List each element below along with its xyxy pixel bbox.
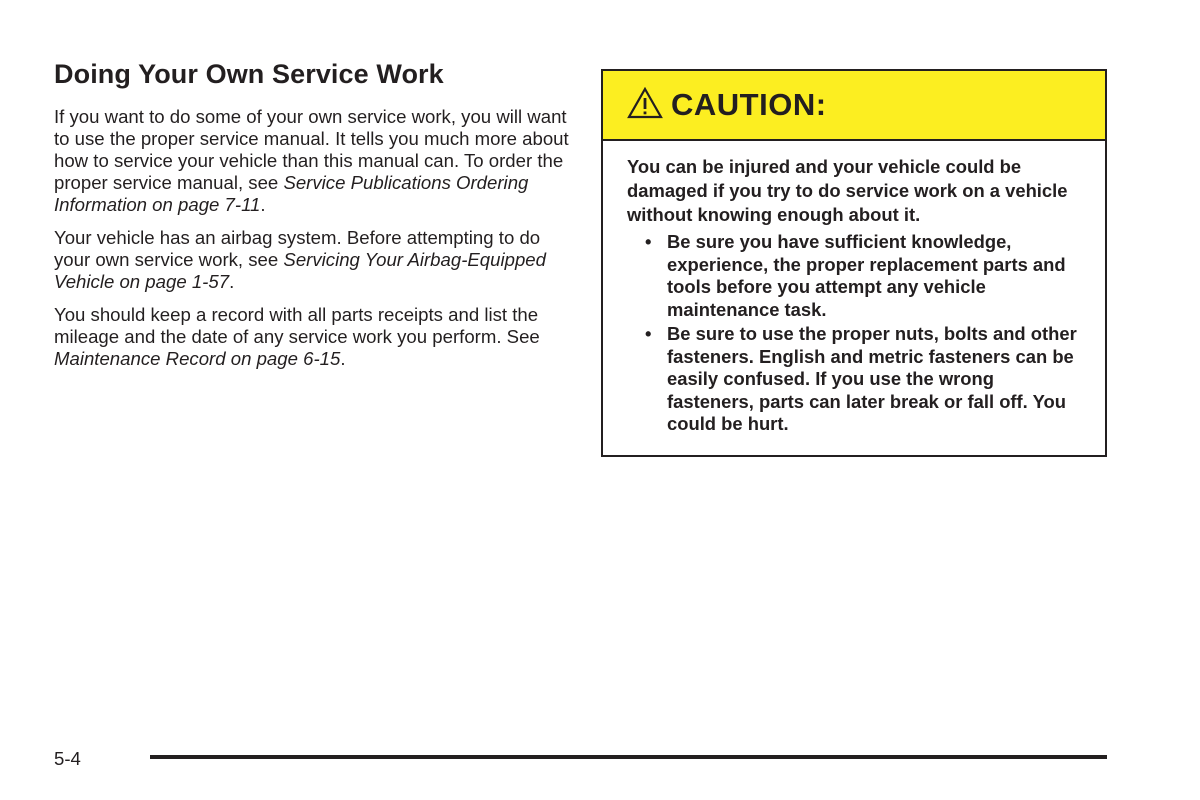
paragraph-airbag	[54, 227, 574, 293]
bullet-icon: •	[645, 323, 652, 344]
paragraph-service-manual	[54, 106, 574, 216]
bullet-icon: •	[645, 231, 652, 252]
paragraph-text: Your vehicle has an airbag system. Before attempting to do your own service work, see	[54, 227, 541, 270]
caution-header	[603, 71, 1105, 141]
bullet-text: Be sure to use the proper nuts, bolts and other fasteners. English and metric fasteners can be easily confused. If you use the wrong fasteners, parts can later break or fall off. You could be hurt.	[667, 323, 1077, 434]
paragraph-records	[54, 304, 574, 370]
caution-title: CAUTION:	[671, 87, 827, 122]
cross-reference: Maintenance Record on page 6-15	[54, 348, 341, 369]
section-heading: Doing Your Own Service Work	[54, 59, 444, 89]
warning-triangle-icon	[627, 87, 663, 119]
page-number: 5-4	[54, 748, 81, 769]
caution-intro: You can be injured and your vehicle could be damaged if you try to do service work on a vehicle without knowing enough about it.	[627, 156, 1068, 225]
bullet-text: Be sure you have sufficient knowledge, experience, the proper replacement parts and tools before you attempt any vehicle maintenance task.	[667, 231, 1066, 320]
caution-bullet-list	[627, 231, 1085, 436]
caution-bullet-item	[627, 323, 1085, 436]
paragraph-text: If you want to do some of your own service work, you will want to use the proper service manual. It tells you much more about how to service your vehicle than this manual can. To order the proper service manual, see	[54, 106, 569, 193]
cross-reference: Service Publications Ordering Information on page 7-11	[54, 172, 529, 215]
paragraph-end: .	[340, 348, 346, 369]
caution-body	[603, 141, 1105, 436]
caution-box	[601, 69, 1107, 457]
service-work-section	[54, 56, 574, 381]
paragraph-end: .	[229, 271, 235, 292]
cross-reference: Servicing Your Airbag-Equipped Vehicle on page 1-57	[54, 249, 546, 292]
paragraph-end: .	[260, 194, 266, 215]
paragraph-text: You should keep a record with all parts receipts and list the mileage and the date of any service work you perform. See	[54, 304, 540, 347]
footer-divider	[150, 755, 1107, 759]
caution-bullet-item	[627, 231, 1085, 321]
